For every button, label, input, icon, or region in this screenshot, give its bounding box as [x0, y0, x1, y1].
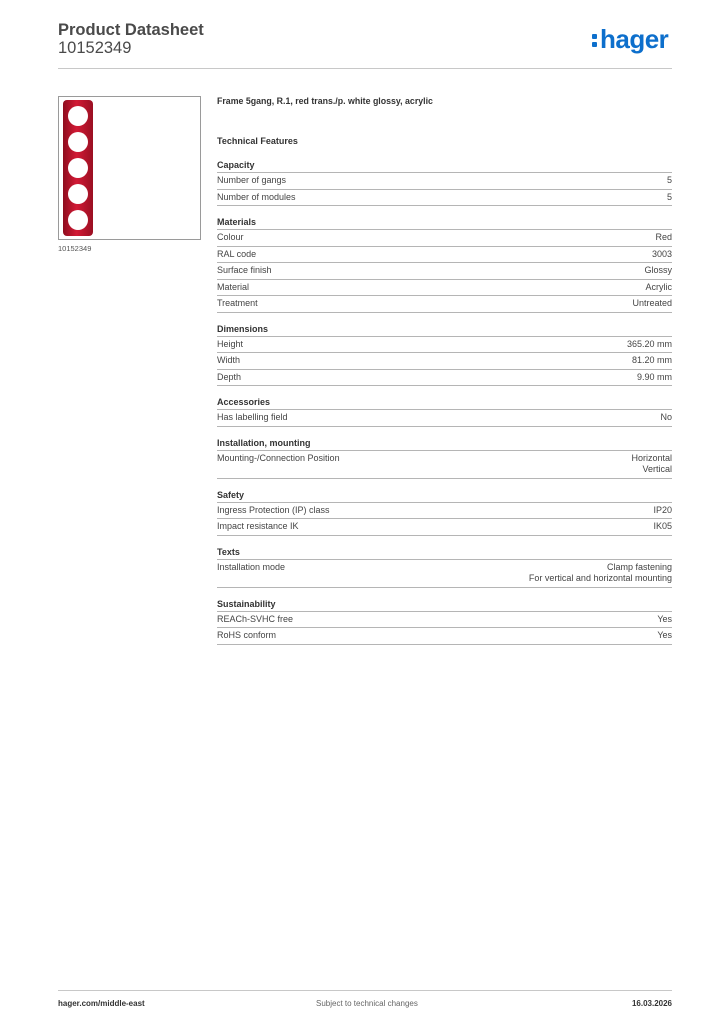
page-title: Product Datasheet: [58, 21, 204, 39]
technical-features-title: Technical Features: [217, 136, 298, 146]
section: [217, 490, 672, 536]
spec-label: Impact resistance IK: [217, 521, 299, 531]
spec-row: [217, 519, 672, 536]
product-frame-illustration: [59, 97, 200, 239]
spec-value: Horizontal Vertical: [631, 452, 672, 474]
spec-value: 5: [666, 191, 672, 202]
section: [217, 547, 672, 588]
spec-label: Number of gangs: [217, 175, 287, 185]
spec-row: [217, 173, 672, 190]
spec-value: 9.90 mm: [636, 371, 672, 382]
spec-label: Height: [217, 338, 244, 349]
spec-value: 5: [666, 175, 672, 185]
section-title: Installation, mounting: [217, 438, 672, 451]
feature-sections: [217, 160, 672, 645]
spec-label: Has labelling field: [217, 412, 288, 422]
spec-row: [217, 410, 672, 427]
spec-row: [217, 296, 672, 313]
spec-value: IK05: [653, 521, 672, 531]
spec-value: 365.20 mm: [626, 338, 672, 349]
logo-text: hager: [600, 24, 669, 54]
gang-opening: [68, 158, 88, 178]
spec-row: [217, 353, 672, 370]
section: [217, 160, 672, 206]
gang-opening: [68, 132, 88, 152]
header-divider: [58, 68, 672, 69]
image-caption: 10152349: [58, 244, 92, 253]
section-title: Capacity: [217, 160, 672, 173]
spec-label: Surface finish: [217, 265, 272, 275]
spec-value: Glossy: [644, 265, 672, 275]
spec-value: IP20: [653, 504, 672, 515]
spec-label: Width: [217, 355, 241, 365]
product-name: Frame 5gang, R.1, red trans./p. white glossy, acrylic: [217, 96, 433, 106]
gang-opening: [68, 106, 88, 126]
spec-value: 81.20 mm: [631, 355, 672, 365]
section: [217, 217, 672, 313]
section: [217, 599, 672, 645]
footer-website[interactable]: hager.com/middle-east: [58, 999, 145, 1008]
spec-value: No: [660, 412, 672, 422]
spec-row: [217, 370, 672, 387]
spec-label: Installation mode: [217, 561, 286, 572]
spec-label: Material: [217, 281, 250, 292]
section-title: Safety: [217, 490, 672, 503]
spec-value: Acrylic: [645, 281, 672, 292]
spec-label: Ingress Protection (IP) class: [217, 504, 330, 515]
gang-opening: [68, 210, 88, 230]
section-title: Materials: [217, 217, 672, 230]
spec-value: Yes: [657, 613, 672, 624]
section: [217, 397, 672, 427]
spec-value: 3003: [651, 248, 672, 259]
spec-row: [217, 451, 672, 479]
spec-row: [217, 263, 672, 280]
spec-row: [217, 247, 672, 264]
section-title: Sustainability: [217, 599, 672, 612]
footer-notice: Subject to technical changes: [316, 999, 418, 1008]
spec-label: Colour: [217, 232, 244, 242]
section: [217, 438, 672, 479]
spec-value: Yes: [657, 630, 672, 640]
spec-label: Number of modules: [217, 191, 296, 202]
spec-value: Clamp fastening For vertical and horizontal mounting: [528, 561, 672, 583]
spec-value: Red: [655, 232, 672, 242]
footer-divider: [58, 990, 672, 991]
spec-label: Treatment: [217, 298, 258, 308]
section-title: Accessories: [217, 397, 672, 410]
logo-mark-icon: [592, 30, 599, 49]
section-title: Texts: [217, 547, 672, 560]
gang-opening: [68, 184, 88, 204]
spec-row: [217, 280, 672, 297]
spec-row: [217, 230, 672, 247]
spec-label: RoHS conform: [217, 630, 277, 640]
spec-row: [217, 503, 672, 520]
main-content: [217, 96, 672, 656]
spec-value: Untreated: [632, 298, 672, 308]
spec-label: Depth: [217, 371, 242, 382]
spec-row: [217, 628, 672, 645]
spec-row: [217, 190, 672, 207]
product-code: 10152349: [58, 39, 132, 57]
section-title: Dimensions: [217, 324, 672, 337]
spec-label: REACh-SVHC free: [217, 613, 294, 624]
spec-row: [217, 612, 672, 629]
footer-date: 16.03.2026: [631, 999, 672, 1008]
section: [217, 324, 672, 387]
spec-label: Mounting-/Connection Position: [217, 452, 340, 463]
spec-row: [217, 337, 672, 354]
hager-logo: [592, 26, 668, 52]
spec-row: [217, 560, 672, 588]
spec-label: RAL code: [217, 248, 257, 259]
product-image: [58, 96, 201, 240]
